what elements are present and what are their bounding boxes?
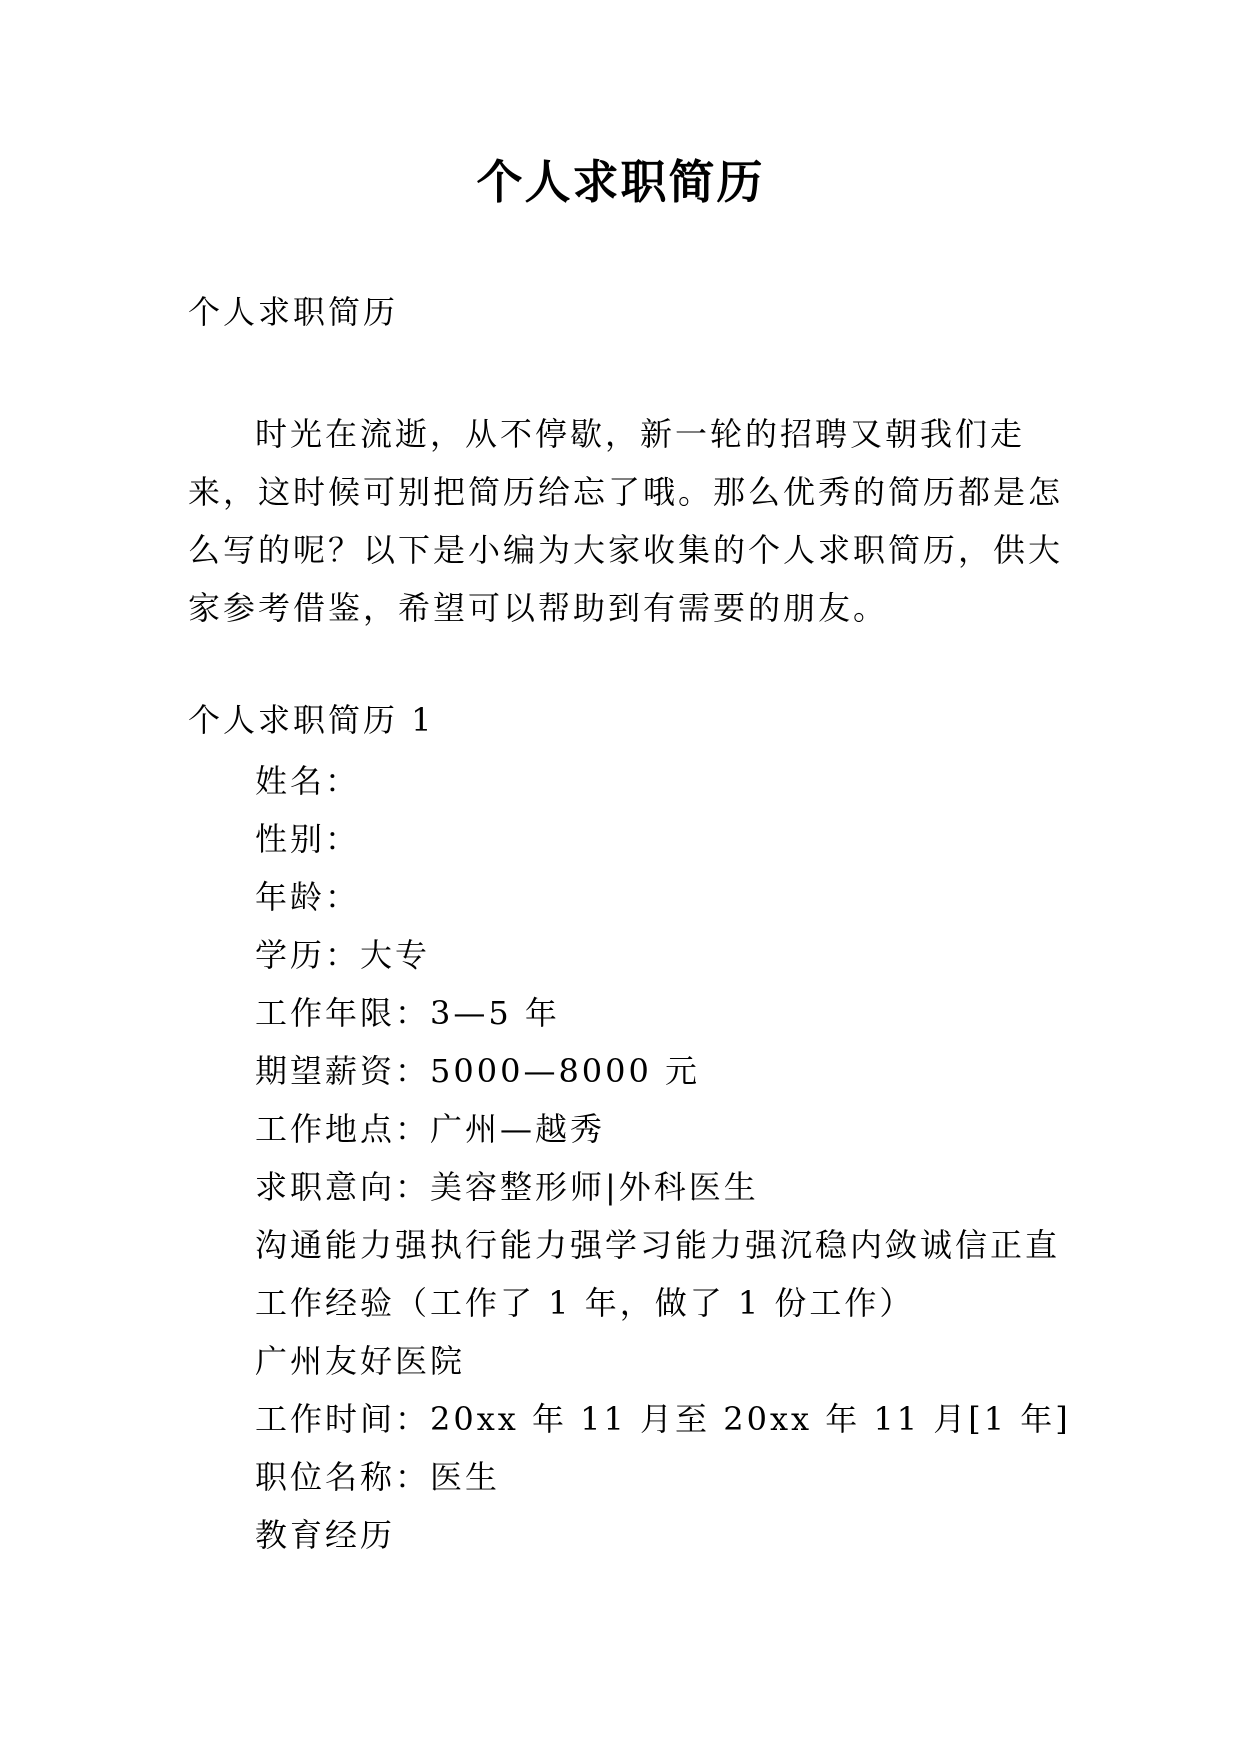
field-name: 姓名：	[255, 762, 361, 800]
intro-paragraph: 时光在流逝，从不停歇，新一轮的招聘又朝我们走来，这时候可别把简历给忘了哦。那么优秀的简历都是怎么写的呢？以下是小编为大家收集的个人求职简历，供大家参考借鉴，希望可以帮助到有需要的朋友。	[188, 415, 1064, 627]
field-work-period: 工作时间：20xx 年 11 月至 20xx 年 11 月[1 年]	[255, 1400, 1071, 1438]
field-gender: 性别：	[255, 820, 361, 858]
field-position: 职位名称：医生	[255, 1458, 501, 1496]
field-work-years: 工作年限：3—5 年	[255, 994, 560, 1032]
field-strengths: 沟通能力强执行能力强学习能力强沉稳内敛诚信正直	[255, 1226, 1061, 1264]
section-heading: 个人求职简历 1	[188, 701, 435, 739]
resume-field-list	[255, 752, 1071, 1564]
document-subtitle: 个人求职简历	[188, 293, 399, 331]
field-education-heading: 教育经历	[255, 1516, 396, 1554]
field-age: 年龄：	[255, 878, 361, 916]
field-work-location: 工作地点：广州—越秀	[255, 1110, 606, 1148]
field-job-intention: 求职意向：美容整形师|外科医生	[255, 1168, 759, 1206]
document-title: 个人求职简历	[476, 155, 765, 209]
field-education: 学历：大专	[255, 936, 431, 974]
field-employer: 广州友好医院	[255, 1342, 466, 1380]
field-expected-salary: 期望薪资：5000—8000 元	[255, 1052, 701, 1090]
field-work-experience-heading: 工作经验（工作了 1 年，做了 1 份工作）	[255, 1284, 915, 1322]
